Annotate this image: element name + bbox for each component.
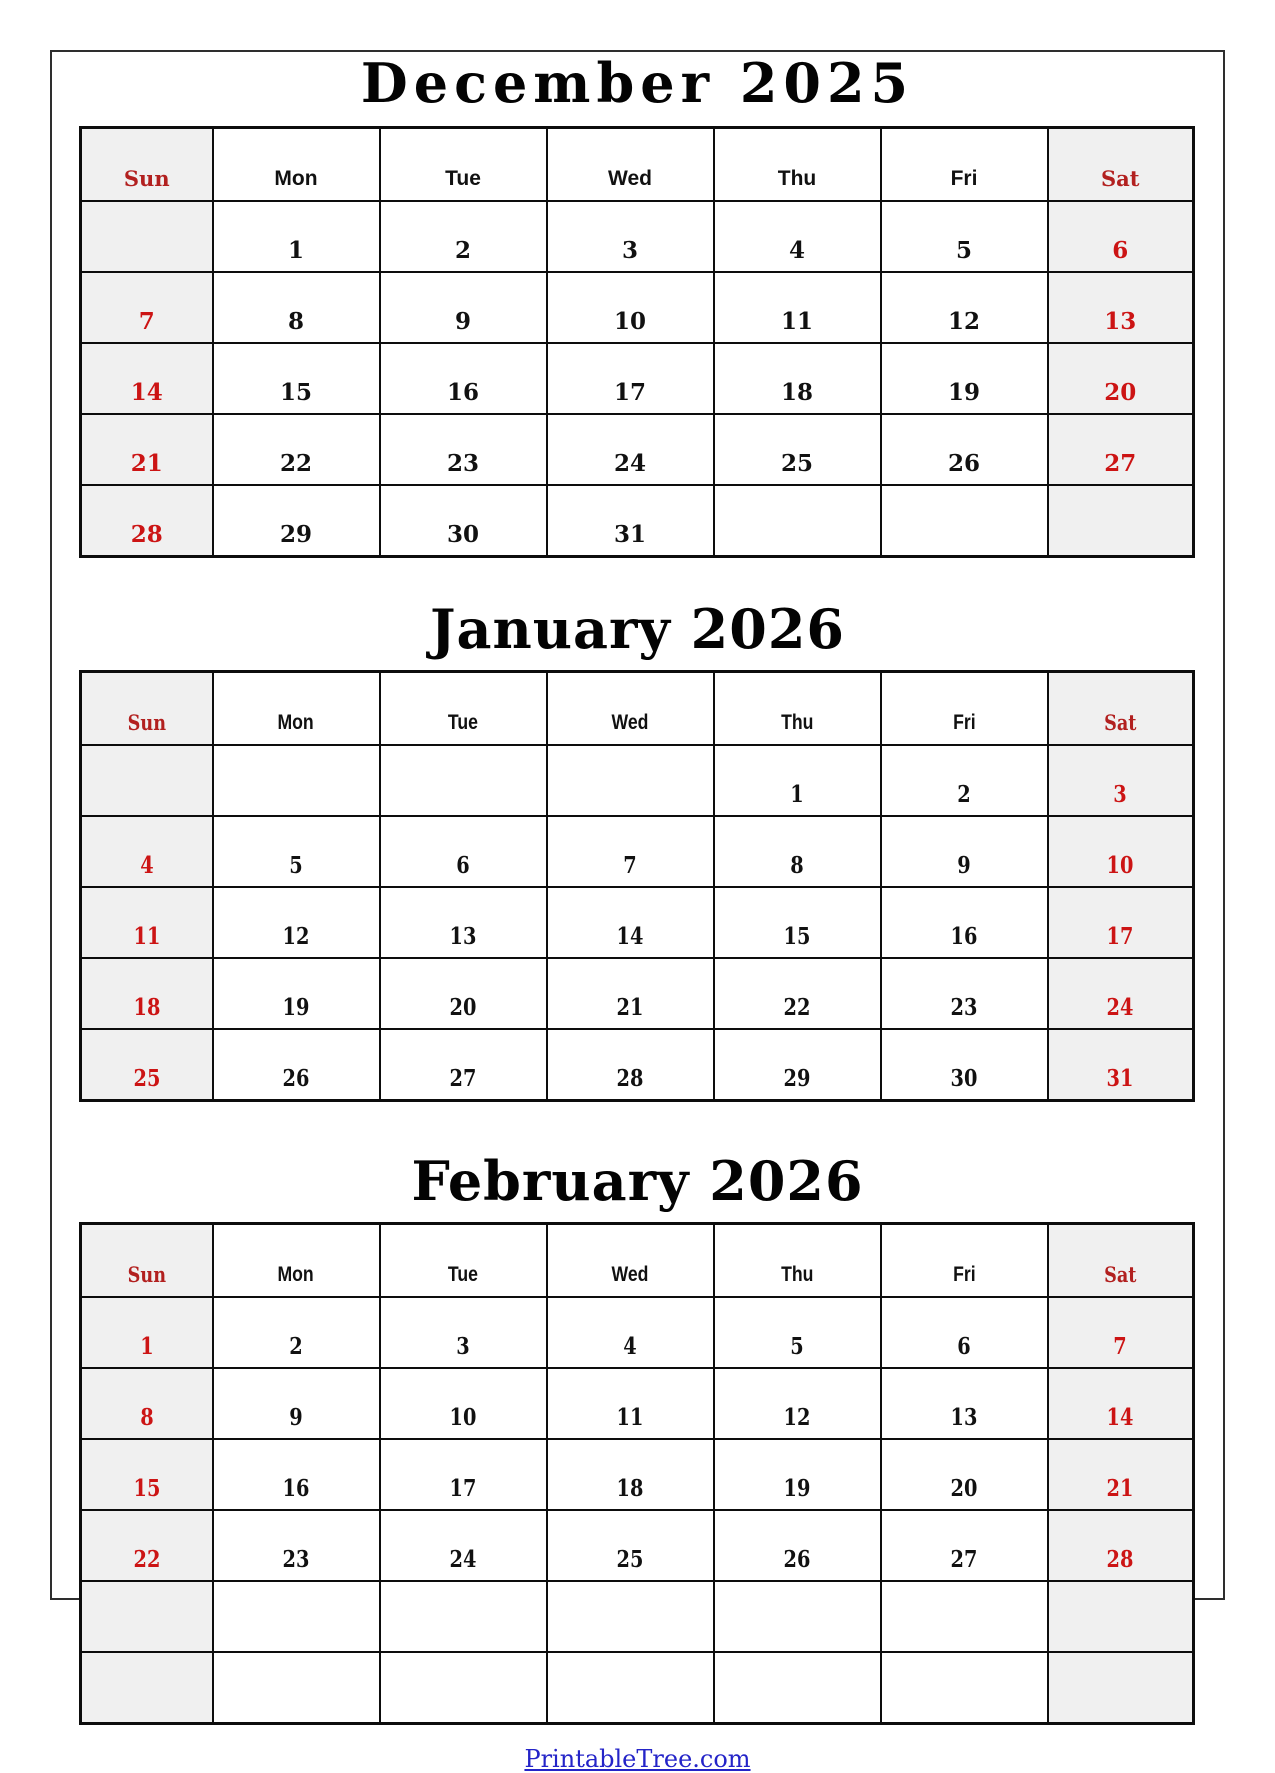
day-number: 7 bbox=[1113, 1333, 1127, 1360]
day-cell-2 bbox=[213, 1297, 380, 1368]
week-row bbox=[81, 1029, 1194, 1101]
weekday-label: Fri bbox=[952, 711, 976, 734]
day-cell-2 bbox=[881, 745, 1048, 816]
day-cell-14 bbox=[1048, 1368, 1194, 1439]
day-cell-20 bbox=[881, 1439, 1048, 1510]
day-cell-25 bbox=[81, 1029, 213, 1101]
day-number: 19 bbox=[783, 1475, 811, 1502]
day-cell-empty bbox=[547, 1581, 714, 1652]
day-number: 15 bbox=[279, 379, 312, 406]
day-number: 21 bbox=[1106, 1475, 1134, 1502]
day-number: 11 bbox=[616, 1404, 644, 1431]
day-cell-empty bbox=[380, 1652, 547, 1724]
month-title-december: December 2025 bbox=[360, 51, 915, 115]
day-cell-27 bbox=[881, 1510, 1048, 1581]
day-number: 11 bbox=[133, 923, 161, 950]
day-number: 26 bbox=[783, 1546, 811, 1573]
day-number: 9 bbox=[454, 308, 471, 335]
day-number: 17 bbox=[613, 379, 646, 406]
day-cell-12 bbox=[213, 887, 380, 958]
weekday-header-wed bbox=[547, 1224, 714, 1298]
weekday-label: Fri bbox=[952, 1263, 976, 1286]
day-number: 3 bbox=[1113, 781, 1127, 808]
day-number: 15 bbox=[783, 923, 811, 950]
day-cell-5 bbox=[213, 816, 380, 887]
day-cell-25 bbox=[547, 1510, 714, 1581]
day-cell-18 bbox=[714, 343, 881, 414]
day-cell-23 bbox=[213, 1510, 380, 1581]
day-number: 24 bbox=[1106, 994, 1134, 1021]
weekday-header-thu bbox=[714, 1224, 881, 1298]
day-number: 5 bbox=[289, 852, 303, 879]
weekday-label: Thu bbox=[780, 1263, 814, 1286]
day-cell-10 bbox=[380, 1368, 547, 1439]
weekday-label: Wed bbox=[608, 167, 652, 190]
weekday-header-fri bbox=[881, 128, 1048, 202]
day-number: 27 bbox=[1104, 450, 1137, 477]
week-row bbox=[81, 414, 1194, 485]
day-cell-23 bbox=[881, 958, 1048, 1029]
day-cell-empty bbox=[81, 1581, 213, 1652]
day-cell-24 bbox=[547, 414, 714, 485]
day-cell-empty bbox=[380, 745, 547, 816]
weekday-label: Wed bbox=[611, 711, 649, 734]
weekday-label: Tue bbox=[447, 1263, 479, 1286]
day-number: 29 bbox=[279, 521, 312, 548]
day-cell-20 bbox=[380, 958, 547, 1029]
day-number: 15 bbox=[133, 1475, 161, 1502]
day-number: 1 bbox=[287, 237, 304, 264]
day-cell-empty bbox=[547, 1652, 714, 1724]
month-section-january-2026 bbox=[52, 597, 1223, 1102]
weekday-label: Sun bbox=[123, 166, 170, 191]
day-cell-6 bbox=[1048, 201, 1194, 272]
day-number: 14 bbox=[1106, 1404, 1134, 1431]
day-number: 28 bbox=[1106, 1546, 1134, 1573]
week-row bbox=[81, 1297, 1194, 1368]
day-cell-9 bbox=[380, 272, 547, 343]
day-number: 25 bbox=[780, 450, 813, 477]
day-number: 28 bbox=[130, 521, 163, 548]
day-number: 19 bbox=[282, 994, 310, 1021]
weekday-header-mon bbox=[213, 672, 380, 746]
day-cell-18 bbox=[81, 958, 213, 1029]
day-number: 2 bbox=[454, 237, 471, 264]
day-number: 21 bbox=[616, 994, 644, 1021]
day-number: 8 bbox=[140, 1404, 154, 1431]
weekday-header-mon bbox=[213, 128, 380, 202]
weekday-label: Thu bbox=[780, 711, 814, 734]
day-cell-24 bbox=[1048, 958, 1194, 1029]
day-cell-19 bbox=[213, 958, 380, 1029]
day-cell-17 bbox=[380, 1439, 547, 1510]
day-cell-2 bbox=[380, 201, 547, 272]
day-cell-19 bbox=[714, 1439, 881, 1510]
week-row bbox=[81, 958, 1194, 1029]
day-cell-16 bbox=[380, 343, 547, 414]
day-cell-4 bbox=[81, 816, 213, 887]
calendar-table-december bbox=[79, 126, 1195, 558]
day-number: 17 bbox=[1106, 923, 1134, 950]
day-cell-17 bbox=[1048, 887, 1194, 958]
weekday-label: Mon bbox=[274, 167, 318, 190]
weekday-header-sat bbox=[1048, 672, 1194, 746]
month-title-february: February 2026 bbox=[411, 1149, 864, 1213]
day-number: 10 bbox=[449, 1404, 477, 1431]
day-cell-9 bbox=[881, 816, 1048, 887]
day-cell-empty bbox=[881, 1581, 1048, 1652]
day-cell-empty bbox=[1048, 1581, 1194, 1652]
weekday-label: Thu bbox=[777, 167, 817, 190]
day-number: 4 bbox=[623, 1333, 637, 1360]
day-number: 25 bbox=[133, 1065, 161, 1092]
day-cell-empty bbox=[81, 745, 213, 816]
day-cell-3 bbox=[380, 1297, 547, 1368]
day-number: 29 bbox=[783, 1065, 811, 1092]
weekday-label: Mon bbox=[277, 1263, 315, 1286]
week-row bbox=[81, 201, 1194, 272]
weekday-header-tue bbox=[380, 1224, 547, 1298]
day-number: 18 bbox=[133, 994, 161, 1021]
day-number: 10 bbox=[1106, 852, 1134, 879]
day-cell-3 bbox=[547, 201, 714, 272]
day-cell-20 bbox=[1048, 343, 1194, 414]
day-cell-10 bbox=[547, 272, 714, 343]
day-number: 1 bbox=[140, 1333, 154, 1360]
weekday-header-sun bbox=[81, 1224, 213, 1298]
day-number: 23 bbox=[446, 450, 479, 477]
day-cell-13 bbox=[1048, 272, 1194, 343]
day-number: 22 bbox=[783, 994, 811, 1021]
day-cell-empty bbox=[714, 1652, 881, 1724]
day-cell-7 bbox=[547, 816, 714, 887]
weekday-label: Tue bbox=[447, 711, 479, 734]
day-number: 12 bbox=[282, 923, 310, 950]
day-cell-19 bbox=[881, 343, 1048, 414]
day-cell-30 bbox=[380, 485, 547, 557]
weekday-label: Wed bbox=[611, 1263, 649, 1286]
day-number: 2 bbox=[289, 1333, 303, 1360]
weekday-label: Tue bbox=[445, 167, 481, 190]
day-number: 22 bbox=[133, 1546, 161, 1573]
day-cell-29 bbox=[714, 1029, 881, 1101]
day-number: 20 bbox=[1104, 379, 1137, 406]
day-number: 14 bbox=[130, 379, 163, 406]
day-number: 22 bbox=[279, 450, 312, 477]
day-cell-1 bbox=[81, 1297, 213, 1368]
day-number: 30 bbox=[446, 521, 479, 548]
day-cell-22 bbox=[714, 958, 881, 1029]
day-cell-empty bbox=[81, 201, 213, 272]
day-cell-28 bbox=[81, 485, 213, 557]
weekday-header-wed bbox=[547, 672, 714, 746]
month-title-january: January 2026 bbox=[430, 597, 845, 661]
day-cell-27 bbox=[1048, 414, 1194, 485]
day-number: 10 bbox=[613, 308, 646, 335]
day-cell-8 bbox=[714, 816, 881, 887]
day-cell-16 bbox=[881, 887, 1048, 958]
day-cell-24 bbox=[380, 1510, 547, 1581]
day-cell-empty bbox=[1048, 1652, 1194, 1724]
day-number: 24 bbox=[613, 450, 646, 477]
weekday-header-tue bbox=[380, 672, 547, 746]
weekday-header-sat bbox=[1048, 128, 1194, 202]
day-cell-11 bbox=[714, 272, 881, 343]
day-cell-12 bbox=[881, 272, 1048, 343]
weekday-label: Sat bbox=[1104, 710, 1137, 735]
day-cell-17 bbox=[547, 343, 714, 414]
day-number: 17 bbox=[449, 1475, 477, 1502]
day-number: 9 bbox=[289, 1404, 303, 1431]
weekday-header-row bbox=[81, 128, 1194, 202]
footer-link[interactable]: PrintableTree.com bbox=[524, 1745, 751, 1773]
day-number: 31 bbox=[613, 521, 646, 548]
day-cell-31 bbox=[1048, 1029, 1194, 1101]
weekday-header-mon bbox=[213, 1224, 380, 1298]
day-cell-23 bbox=[380, 414, 547, 485]
weekday-header-fri bbox=[881, 1224, 1048, 1298]
day-cell-13 bbox=[380, 887, 547, 958]
week-row bbox=[81, 485, 1194, 557]
day-number: 5 bbox=[955, 237, 972, 264]
weekday-header-sat bbox=[1048, 1224, 1194, 1298]
day-number: 7 bbox=[138, 308, 155, 335]
day-cell-13 bbox=[881, 1368, 1048, 1439]
day-number: 27 bbox=[950, 1546, 978, 1573]
weekday-label: Sat bbox=[1101, 166, 1140, 191]
day-cell-26 bbox=[881, 414, 1048, 485]
day-number: 16 bbox=[950, 923, 978, 950]
day-number: 20 bbox=[449, 994, 477, 1021]
week-row bbox=[81, 1368, 1194, 1439]
day-number: 3 bbox=[621, 237, 638, 264]
weekday-label: Mon bbox=[277, 711, 315, 734]
day-number: 5 bbox=[790, 1333, 804, 1360]
day-number: 19 bbox=[947, 379, 980, 406]
day-cell-1 bbox=[213, 201, 380, 272]
day-cell-22 bbox=[81, 1510, 213, 1581]
day-number: 12 bbox=[947, 308, 980, 335]
day-cell-14 bbox=[81, 343, 213, 414]
day-number: 23 bbox=[950, 994, 978, 1021]
calendar-table-february bbox=[79, 1222, 1195, 1725]
day-cell-30 bbox=[881, 1029, 1048, 1101]
weekday-label: Sun bbox=[127, 1262, 166, 1287]
day-cell-empty bbox=[213, 1581, 380, 1652]
day-cell-29 bbox=[213, 485, 380, 557]
day-cell-4 bbox=[714, 201, 881, 272]
day-cell-empty bbox=[714, 1581, 881, 1652]
weekday-label: Fri bbox=[950, 167, 978, 190]
day-number: 8 bbox=[790, 852, 804, 879]
month-section-december-2025 bbox=[52, 51, 1223, 558]
day-cell-11 bbox=[81, 887, 213, 958]
day-number: 11 bbox=[780, 308, 813, 335]
day-cell-empty bbox=[881, 485, 1048, 557]
day-cell-empty bbox=[380, 1581, 547, 1652]
day-number: 24 bbox=[449, 1546, 477, 1573]
day-number: 13 bbox=[1104, 308, 1137, 335]
day-number: 18 bbox=[780, 379, 813, 406]
day-cell-7 bbox=[81, 272, 213, 343]
week-row bbox=[81, 816, 1194, 887]
day-cell-22 bbox=[213, 414, 380, 485]
day-number: 13 bbox=[950, 1404, 978, 1431]
day-cell-21 bbox=[1048, 1439, 1194, 1510]
week-row bbox=[81, 745, 1194, 816]
day-number: 27 bbox=[449, 1065, 477, 1092]
day-number: 8 bbox=[287, 308, 304, 335]
day-cell-14 bbox=[547, 887, 714, 958]
day-number: 6 bbox=[456, 852, 470, 879]
day-number: 25 bbox=[616, 1546, 644, 1573]
calendar-table-january bbox=[79, 670, 1195, 1102]
month-section-february-2026 bbox=[52, 1149, 1223, 1725]
day-number: 28 bbox=[616, 1065, 644, 1092]
day-cell-3 bbox=[1048, 745, 1194, 816]
weekday-header-row bbox=[81, 1224, 1194, 1298]
day-cell-15 bbox=[714, 887, 881, 958]
day-number: 14 bbox=[616, 923, 644, 950]
week-row bbox=[81, 1510, 1194, 1581]
weekday-header-wed bbox=[547, 128, 714, 202]
day-number: 21 bbox=[130, 450, 163, 477]
day-cell-27 bbox=[380, 1029, 547, 1101]
day-cell-21 bbox=[547, 958, 714, 1029]
day-number: 16 bbox=[282, 1475, 310, 1502]
day-number: 26 bbox=[947, 450, 980, 477]
day-cell-25 bbox=[714, 414, 881, 485]
weekday-header-fri bbox=[881, 672, 1048, 746]
day-cell-empty bbox=[1048, 485, 1194, 557]
day-cell-15 bbox=[81, 1439, 213, 1510]
day-cell-15 bbox=[213, 343, 380, 414]
day-cell-empty bbox=[547, 745, 714, 816]
day-number: 4 bbox=[788, 237, 805, 264]
day-number: 16 bbox=[446, 379, 479, 406]
day-number: 12 bbox=[783, 1404, 811, 1431]
day-number: 26 bbox=[282, 1065, 310, 1092]
day-number: 23 bbox=[282, 1546, 310, 1573]
weekday-label: Sun bbox=[127, 710, 166, 735]
weekday-header-row bbox=[81, 672, 1194, 746]
weekday-header-thu bbox=[714, 128, 881, 202]
day-cell-empty bbox=[714, 485, 881, 557]
week-row bbox=[81, 1581, 1194, 1652]
day-cell-21 bbox=[81, 414, 213, 485]
day-cell-28 bbox=[547, 1029, 714, 1101]
day-cell-5 bbox=[714, 1297, 881, 1368]
weekday-header-sun bbox=[81, 128, 213, 202]
day-number: 1 bbox=[790, 781, 804, 808]
day-number: 20 bbox=[950, 1475, 978, 1502]
day-cell-6 bbox=[380, 816, 547, 887]
day-number: 6 bbox=[1112, 237, 1129, 264]
day-cell-12 bbox=[714, 1368, 881, 1439]
week-row bbox=[81, 272, 1194, 343]
weekday-header-tue bbox=[380, 128, 547, 202]
week-row bbox=[81, 887, 1194, 958]
day-number: 7 bbox=[623, 852, 637, 879]
day-number: 2 bbox=[957, 781, 971, 808]
day-cell-26 bbox=[714, 1510, 881, 1581]
page-frame bbox=[50, 50, 1225, 1773]
day-cell-7 bbox=[1048, 1297, 1194, 1368]
week-row bbox=[81, 1439, 1194, 1510]
day-cell-6 bbox=[881, 1297, 1048, 1368]
day-cell-18 bbox=[547, 1439, 714, 1510]
day-cell-10 bbox=[1048, 816, 1194, 887]
weekday-header-sun bbox=[81, 672, 213, 746]
footer bbox=[52, 1745, 1223, 1773]
day-number: 30 bbox=[950, 1065, 978, 1092]
day-cell-empty bbox=[213, 745, 380, 816]
day-cell-31 bbox=[547, 485, 714, 557]
weekday-header-thu bbox=[714, 672, 881, 746]
day-cell-16 bbox=[213, 1439, 380, 1510]
day-cell-4 bbox=[547, 1297, 714, 1368]
day-cell-empty bbox=[881, 1652, 1048, 1724]
day-cell-9 bbox=[213, 1368, 380, 1439]
weekday-label: Sat bbox=[1104, 1262, 1137, 1287]
day-number: 3 bbox=[456, 1333, 470, 1360]
day-number: 18 bbox=[616, 1475, 644, 1502]
day-cell-empty bbox=[81, 1652, 213, 1724]
day-cell-26 bbox=[213, 1029, 380, 1101]
day-cell-empty bbox=[213, 1652, 380, 1724]
day-number: 9 bbox=[957, 852, 971, 879]
day-cell-8 bbox=[213, 272, 380, 343]
day-number: 4 bbox=[140, 852, 154, 879]
day-cell-8 bbox=[81, 1368, 213, 1439]
day-cell-1 bbox=[714, 745, 881, 816]
day-number: 31 bbox=[1106, 1065, 1134, 1092]
week-row bbox=[81, 1652, 1194, 1724]
day-number: 6 bbox=[957, 1333, 971, 1360]
week-row bbox=[81, 343, 1194, 414]
day-cell-5 bbox=[881, 201, 1048, 272]
day-number: 13 bbox=[449, 923, 477, 950]
day-cell-28 bbox=[1048, 1510, 1194, 1581]
day-cell-11 bbox=[547, 1368, 714, 1439]
